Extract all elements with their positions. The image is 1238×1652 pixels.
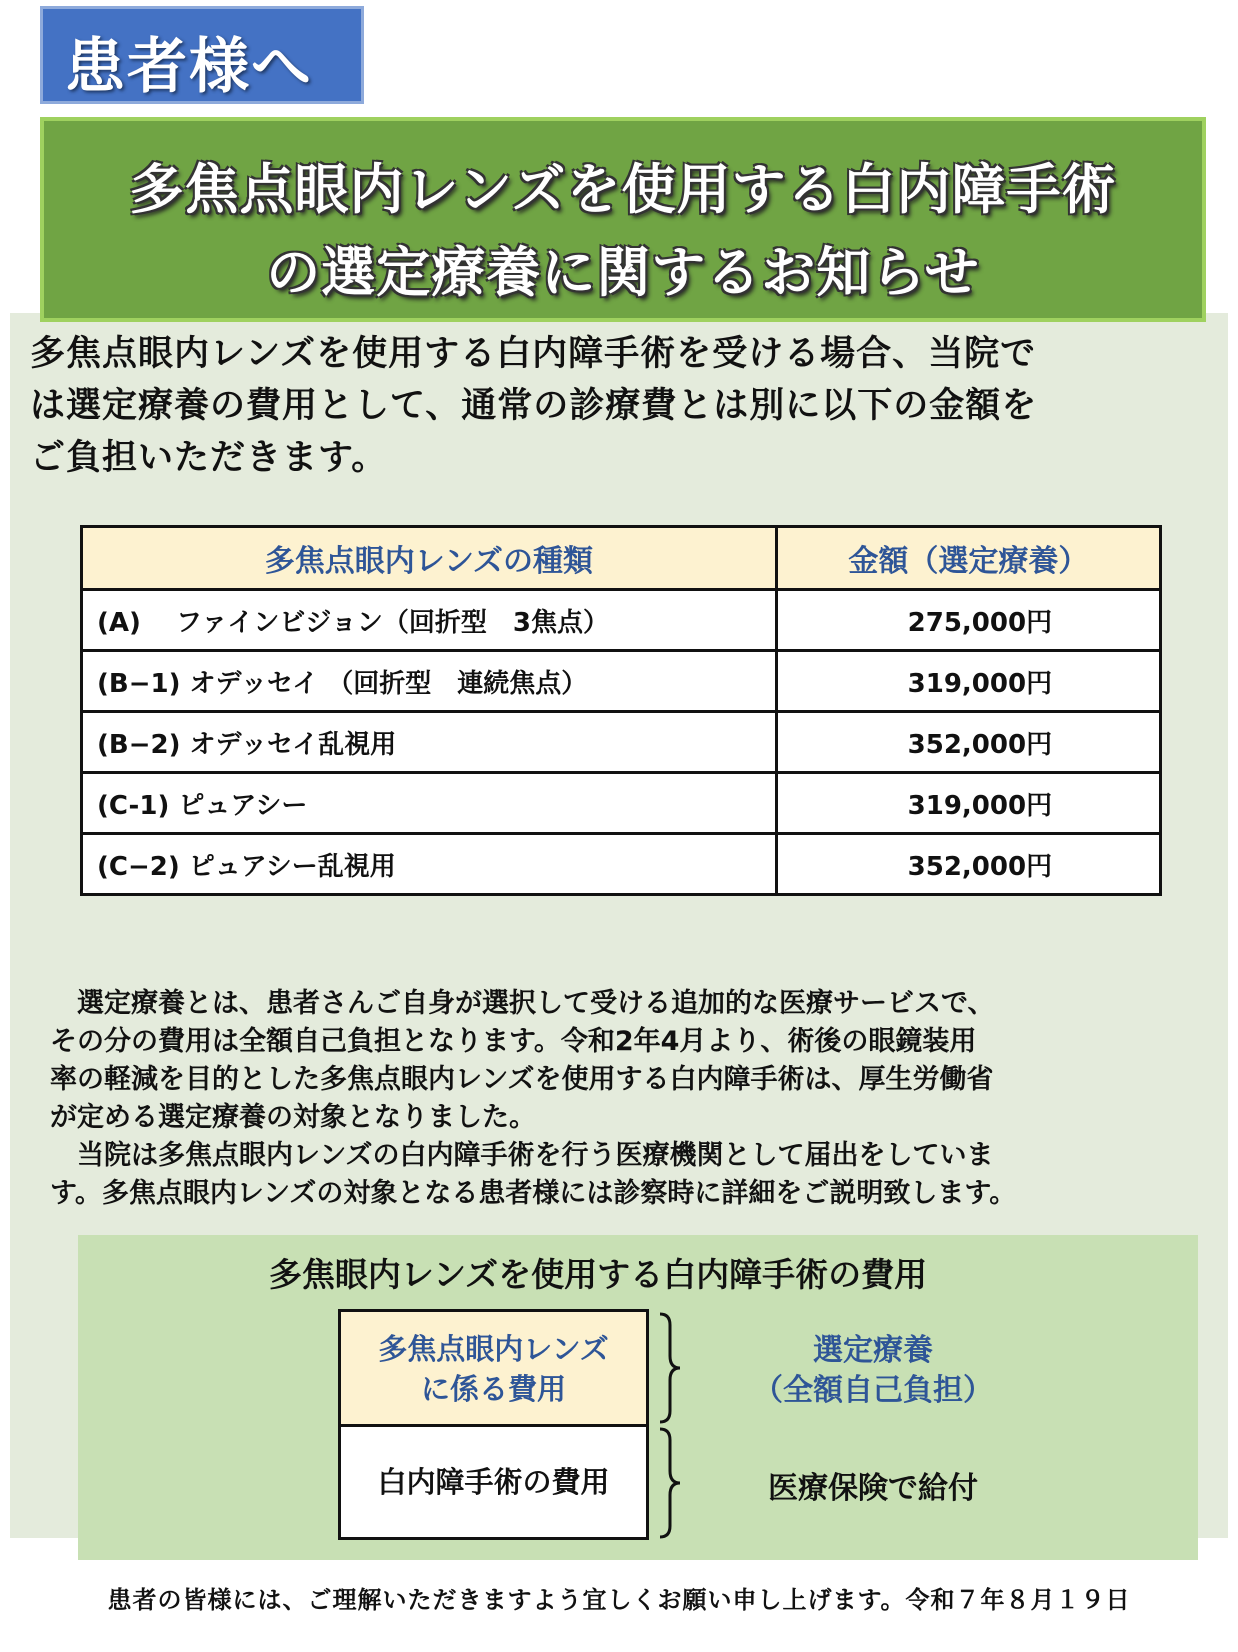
title-line-2: の選定療養に関するお知らせ (266, 241, 980, 304)
explanation-line: が定める選定療養の対象となりました。 (50, 1102, 536, 1133)
table-row (82, 590, 1161, 651)
price-table (80, 525, 1162, 896)
right-brace-icon (656, 1426, 696, 1540)
badge-text: 患者様へ (65, 32, 313, 102)
explanation-line: 率の軽減を目的とした多焦点眼内レンズを使用する白内障手術は、厚生労働省 (50, 1064, 994, 1095)
lens-price: 319,000円 (776, 773, 1160, 834)
table-row (82, 834, 1161, 895)
lens-name: (A) ファインビジョン（回折型 3焦点） (82, 590, 777, 651)
explanation-paragraph (50, 985, 1210, 1213)
lens-price: 319,000円 (776, 651, 1160, 712)
insurance-label: 医療保険で給付 (768, 1471, 978, 1506)
sentei-line-1: 選定療養 (813, 1333, 933, 1368)
price-header: 金額（選定療養） (776, 527, 1160, 590)
lens-name: (C-1) ピュアシー (82, 773, 777, 834)
footer-note: 患者の皆様には、ご理解いただきますよう宜しくお願い申し上げます。令和７年８月１９日 (107, 1586, 1131, 1614)
lens-type-header: 多焦点眼内レンズの種類 (82, 527, 777, 590)
lens-cost-box (338, 1309, 649, 1427)
explanation-line: す。多焦点眼内レンズの対象となる患者様には診察時に詳細をご説明致します。 (50, 1178, 1017, 1209)
table-header-row (82, 527, 1161, 590)
lens-price: 352,000円 (776, 834, 1160, 895)
surgery-cost-box (338, 1424, 649, 1540)
intro-line: は選定療養の費用として、通常の診療費とは別に以下の金額を (30, 386, 1038, 426)
explanation-line: 選定療養とは、患者さんご自身が選択して受ける追加的な医療サービスで、 (50, 988, 995, 1019)
table-row (82, 773, 1161, 834)
intro-line: 多焦点眼内レンズを使用する白内障手術を受ける場合、当院で (30, 334, 1037, 374)
lens-price: 352,000円 (776, 712, 1160, 773)
title-banner (40, 117, 1206, 322)
lens-name: (B−1) オデッセイ （回折型 連続焦点） (82, 651, 777, 712)
intro-line: ご負担いただきます。 (30, 438, 388, 478)
lens-cost-line-2: に係る費用 (420, 1372, 566, 1406)
lens-name: (B−2) オデッセイ乱視用 (82, 712, 777, 773)
right-brace-icon (656, 1311, 696, 1425)
surgery-cost-label: 白内障手術の費用 (377, 1465, 610, 1499)
table-row (82, 651, 1161, 712)
lens-name: (C−2) ピュアシー乱視用 (82, 834, 777, 895)
table-row (82, 712, 1161, 773)
title-line-1: 多焦点眼内レンズを使用する白内障手術 (129, 158, 1117, 221)
cost-diagram (78, 1235, 1198, 1560)
cost-diagram-title: 多焦眼内レンズを使用する白内障手術の費用 (268, 1255, 928, 1294)
explanation-line: その分の費用は全額自己負担となります。令和2年4月より、術後の眼鏡装用 (50, 1026, 977, 1057)
lens-cost-line-1: 多焦点眼内レンズ (378, 1332, 609, 1366)
intro-paragraph (30, 328, 1220, 484)
sentei-line-2: （全額自己負担） (753, 1373, 993, 1408)
sentei-label (718, 1331, 1028, 1411)
patient-notice-badge (40, 6, 364, 104)
lens-price: 275,000円 (776, 590, 1160, 651)
explanation-line: 当院は多焦点眼内レンズの白内障手術を行う医療機関として届出をしていま (50, 1140, 994, 1171)
